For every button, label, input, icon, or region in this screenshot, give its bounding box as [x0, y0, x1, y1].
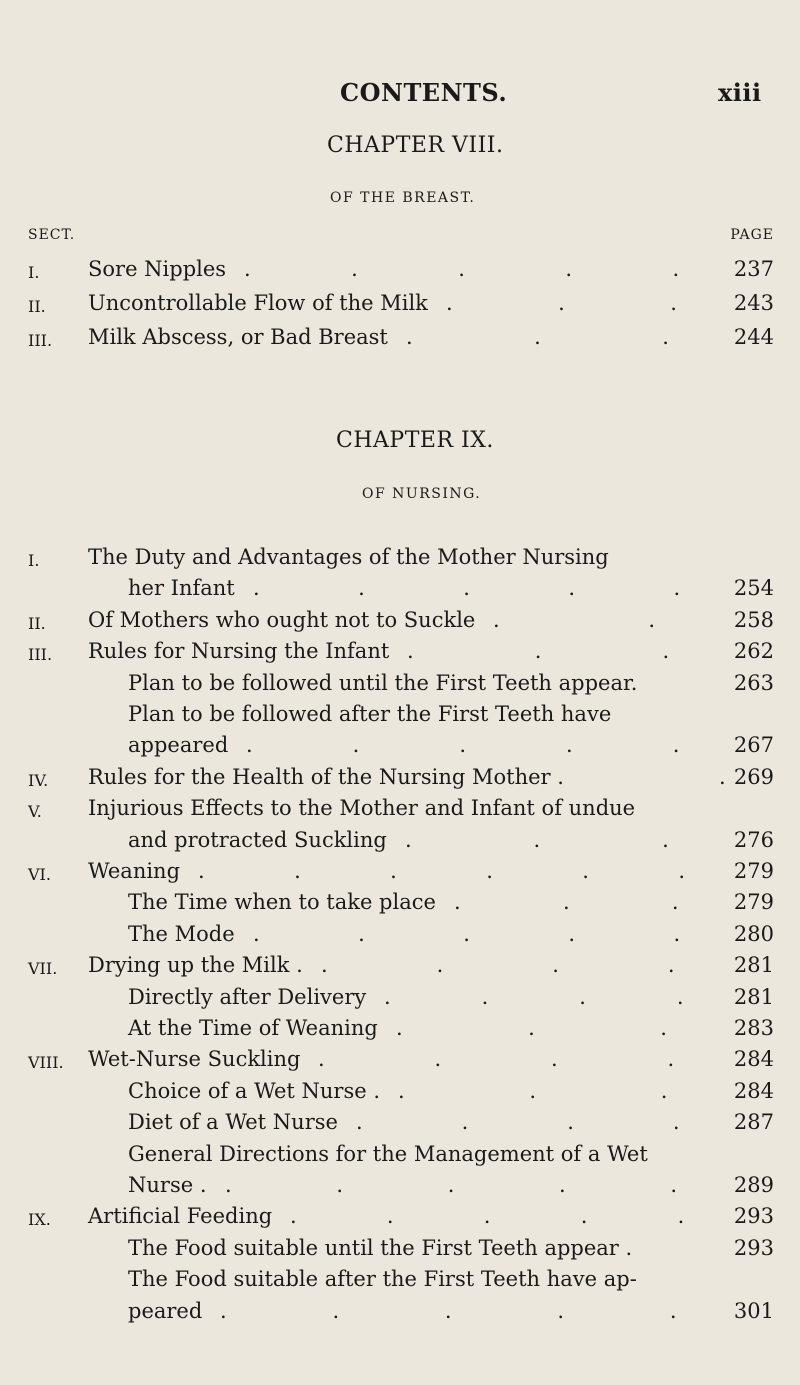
- toc-dot-leader: . . . .: [318, 1047, 726, 1072]
- toc-dot-leader: . .: [493, 607, 727, 632]
- toc-entry: [0, 702, 800, 736]
- toc-entry-title: Drying up the Milk .: [88, 953, 303, 978]
- toc-page-number: 293: [733, 1204, 774, 1229]
- toc-entry-title: Diet of a Wet Nurse: [128, 1110, 338, 1135]
- toc-entry: [0, 1204, 800, 1238]
- toc-entry: [0, 1299, 800, 1333]
- toc-entry: [0, 1079, 800, 1113]
- toc-dot-leader: . . . . .: [290, 1204, 727, 1229]
- toc-entry: [0, 1110, 800, 1144]
- toc-section-number: VII.: [28, 959, 58, 979]
- toc-page-number: 279: [733, 859, 774, 883]
- toc-entry-title: Wet-Nurse Suckling: [88, 1047, 301, 1072]
- toc-page-number: 269: [733, 764, 774, 789]
- toc-entry-title: Nurse .: [128, 1173, 207, 1197]
- toc-dot-leader: . . . .: [321, 953, 726, 978]
- toc-entry-title: Uncontrollable Flow of the Milk: [88, 291, 428, 315]
- toc-dot-leader: . . . . .: [253, 921, 727, 946]
- toc-dot-leader: . . .: [407, 639, 727, 664]
- toc-page-number: 283: [733, 1016, 774, 1040]
- toc-entry: [0, 325, 800, 359]
- toc-page-number: 237: [733, 257, 774, 281]
- toc-entry: [0, 859, 800, 893]
- toc-entry-title: Plan to be followed until the First Teeth appear.: [128, 670, 638, 695]
- toc-entry-title: Injurious Effects to the Mother and Infant of undue: [88, 796, 636, 821]
- toc-page-number: 279: [733, 890, 774, 915]
- toc-entry-title: Choice of a Wet Nurse .: [128, 1078, 381, 1103]
- toc-entry: [0, 765, 800, 799]
- column-header-sect: SECT.: [28, 227, 76, 243]
- toc-entry-title: Milk Abscess, or Bad Breast: [88, 325, 388, 349]
- chapter-8-subheading: OF THE BREAST.: [330, 190, 476, 206]
- toc-dot-leader: . . . . .: [225, 1173, 727, 1197]
- toc-page-number: 276: [733, 827, 774, 852]
- toc-page-number: 281: [733, 953, 774, 978]
- chapter-8-heading: CHAPTER VIII.: [327, 133, 504, 158]
- toc-dot-leader: . . . . . .: [198, 859, 727, 883]
- toc-section-number: VIII.: [28, 1053, 64, 1073]
- toc-page-number: 244: [733, 325, 774, 349]
- toc-entry-title: At the Time of Weaning: [128, 1016, 378, 1040]
- toc-entry: [0, 639, 800, 673]
- toc-section-number: V.: [28, 802, 42, 822]
- toc-entry-title: her Infant: [128, 576, 235, 601]
- toc-entry: [0, 1142, 800, 1176]
- toc-entry: [0, 985, 800, 1019]
- running-head-page-number: xiii: [718, 78, 762, 107]
- toc-entry-title: Rules for the Health of the Nursing Mother .: [88, 764, 564, 789]
- toc-dot-leader: . . . . .: [244, 257, 727, 281]
- toc-entry: [0, 890, 800, 924]
- toc-page-number: 301: [733, 1298, 774, 1323]
- toc-entry: [0, 733, 800, 767]
- toc-entry-title: peared: [128, 1298, 203, 1323]
- toc-entry-title: The Duty and Advantages of the Mother Nursing: [88, 545, 609, 569]
- toc-entry-title: and protracted Suckling: [128, 827, 387, 852]
- toc-entry: [0, 608, 800, 642]
- toc-dot-leader: . . . .: [356, 1110, 726, 1135]
- toc-entry: [0, 796, 800, 830]
- toc-entry: [0, 545, 800, 579]
- toc-page-number: 284: [733, 1047, 774, 1072]
- toc-section-number: IV.: [28, 770, 49, 790]
- toc-entry-title: Artificial Feeding: [88, 1204, 273, 1229]
- toc-entry: [0, 1173, 800, 1207]
- toc-entry: [0, 1016, 800, 1050]
- toc-page-number: 263: [733, 670, 774, 695]
- toc-page-number: 289: [733, 1173, 774, 1197]
- toc-entry: [0, 291, 800, 325]
- column-header-page: PAGE: [730, 227, 774, 243]
- toc-entry-title: Sore Nipples: [88, 257, 227, 281]
- toc-dot-leader: . . . . .: [246, 733, 727, 758]
- toc-entry: [0, 1047, 800, 1081]
- toc-dot-leader: . . .: [398, 1078, 727, 1103]
- toc-dot-leader: . . . . .: [220, 1298, 727, 1323]
- toc-dot-leader: . . .: [406, 325, 727, 349]
- toc-page-number: 258: [733, 607, 774, 632]
- toc-dot-leader: . . .: [454, 890, 727, 915]
- toc-section-number: II.: [28, 613, 46, 633]
- toc-entry-title: The Mode: [128, 921, 235, 946]
- toc-entry-title: Of Mothers who ought not to Suckle: [88, 607, 476, 632]
- toc-entry: [0, 671, 800, 705]
- toc-page-number: 262: [733, 639, 774, 664]
- toc-dot-leader: . . . .: [384, 984, 726, 1009]
- toc-entry: [0, 828, 800, 862]
- toc-entry-title: The Food suitable until the First Teeth appear .: [128, 1235, 633, 1260]
- toc-dot-leader: . . . . .: [253, 576, 727, 601]
- toc-dot-leader: . . .: [396, 1016, 727, 1040]
- toc-section-number: I.: [28, 551, 40, 570]
- toc-dot-leader: .: [719, 764, 726, 789]
- toc-entry: [0, 953, 800, 987]
- toc-entry-title: General Directions for the Management of a Wet: [128, 1141, 648, 1166]
- toc-entry-title: appeared: [128, 733, 229, 758]
- toc-section-number: II.: [28, 297, 46, 316]
- toc-entry: [0, 1267, 800, 1301]
- toc-section-number: VI.: [28, 865, 51, 884]
- toc-page-number: 254: [733, 576, 774, 601]
- chapter-9-heading: CHAPTER IX.: [336, 428, 494, 453]
- toc-dot-leader: . . .: [446, 291, 727, 315]
- toc-entry-title: Weaning: [88, 859, 181, 883]
- toc-entry: [0, 576, 800, 610]
- toc-entry-title: Plan to be followed after the First Teeth have: [128, 702, 612, 726]
- toc-section-number: III.: [28, 645, 53, 665]
- toc-entry: [0, 1236, 800, 1270]
- toc-page-number: 287: [733, 1110, 774, 1135]
- toc-entry-title: Rules for Nursing the Infant: [88, 639, 390, 664]
- toc-page-number: 243: [733, 291, 774, 315]
- running-head-title: CONTENTS.: [340, 78, 508, 107]
- toc-entry: [0, 922, 800, 956]
- toc-dot-leader: . . .: [405, 827, 727, 852]
- toc-page-number: 281: [733, 984, 774, 1009]
- toc-section-number: IX.: [28, 1210, 51, 1230]
- toc-section-number: III.: [28, 331, 53, 350]
- toc-page-number: 293: [733, 1235, 774, 1260]
- chapter-9-subheading: OF NURSING.: [362, 486, 482, 502]
- toc-entry-title: The Food suitable after the First Teeth have ap-: [128, 1267, 637, 1292]
- toc-section-number: I.: [28, 263, 40, 282]
- toc-page-number: 284: [733, 1078, 774, 1103]
- toc-page-number: 267: [733, 733, 774, 758]
- toc-entry-title: The Time when to take place: [128, 890, 436, 915]
- toc-entry-title: Directly after Delivery: [128, 984, 367, 1009]
- toc-page-number: 280: [733, 921, 774, 946]
- toc-entry: [0, 257, 800, 291]
